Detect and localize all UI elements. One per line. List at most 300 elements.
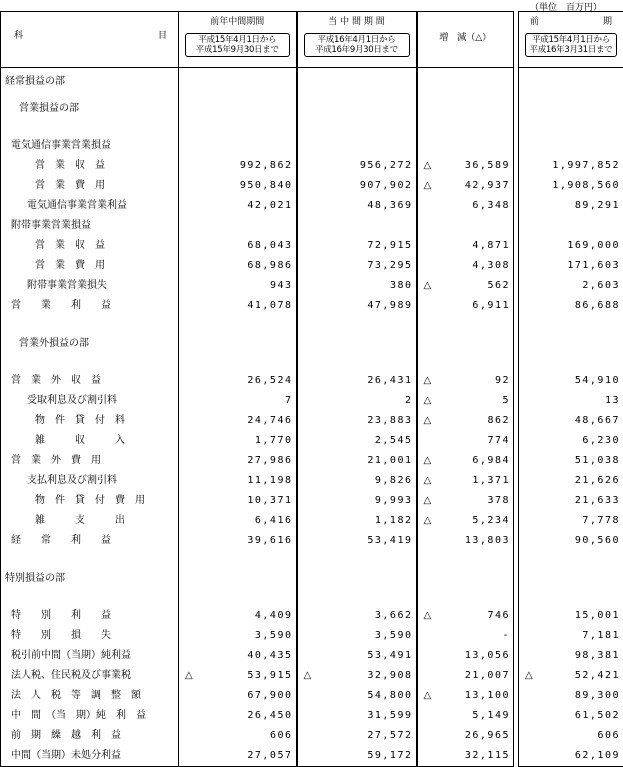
table-row [1,316,623,330]
cell-cur [297,706,417,726]
value-cur: 32,908 [367,670,412,681]
cell-cur [297,686,417,706]
value-cur: 27,572 [367,730,412,741]
negative-triangle-icon: △ [424,686,432,706]
row-label: 特別損益の部 [1,565,179,592]
value-chg: 5,234 [472,515,510,526]
row-label: 電気通信事業営業利益 [1,196,179,216]
negative-triangle-icon: △ [424,606,432,626]
cell-prev [179,276,297,296]
table-row [1,726,623,746]
negative-triangle-icon: △ [424,391,432,411]
value-fy: 1,908,560 [552,180,620,191]
cell-fy [519,136,623,156]
value-cur: 26,431 [367,375,412,386]
cell-fy [519,531,623,551]
header-prev-period [185,33,290,57]
row-label: 附帯事業営業損益 [1,216,179,236]
cell-chg [417,606,514,626]
cell-prev [179,706,297,726]
cell-cur [297,666,417,686]
cell-chg [417,565,514,592]
row-label: 経 常 利 益 [1,531,179,551]
table-row [1,626,623,646]
cell-prev [179,256,297,276]
cell-fy [519,726,623,746]
value-chg: 42,937 [465,180,510,191]
value-prev: 67,900 [247,690,292,701]
header-fy-period [525,33,617,57]
cell-cur [297,592,417,606]
value-prev: 27,986 [247,455,292,466]
table-row [1,330,623,357]
header-cur-period-to: 平成16年9月30日まで [305,45,409,55]
cell-cur [297,216,417,236]
value-cur: 1,182 [375,515,413,526]
cell-chg [417,726,514,746]
value-chg: 562 [487,280,510,291]
cell-cur [297,330,417,357]
cell-chg [417,68,514,96]
cell-chg [417,411,514,431]
table-row [1,236,623,256]
table-row [1,471,623,491]
cell-prev [179,136,297,156]
cell-cur [297,451,417,471]
cell-prev [179,411,297,431]
cell-cur [297,565,417,592]
value-cur: 59,172 [367,750,412,761]
table-row [1,357,623,371]
cell-prev [179,216,297,236]
value-chg: 6,911 [472,300,510,311]
cell-fy [519,371,623,391]
cell-fy [519,592,623,606]
value-fy: 52,421 [575,670,620,681]
value-fy: 61,502 [575,710,620,721]
header-cur-period [304,33,410,57]
table-row [1,371,623,391]
negative-triangle-icon: △ [424,511,432,531]
cell-prev [179,565,297,592]
negative-triangle-icon: △ [424,156,432,176]
table-row [1,511,623,531]
cell-chg [417,296,514,316]
value-chg: 13,056 [465,650,510,661]
value-fy: 1,997,852 [552,160,620,171]
header-cur-period-from: 平成16年4月1日から [305,35,409,45]
cell-chg [417,746,514,767]
value-chg: 6,984 [472,455,510,466]
cell-cur [297,431,417,451]
cell-chg [417,330,514,357]
unit-note: （単位 百万円） [530,0,602,13]
negative-triangle-icon: △ [525,666,533,686]
row-label: 法 人 税 等 調 整 額 [1,686,179,706]
cell-fy [519,451,623,471]
value-chg: 32,115 [465,750,510,761]
negative-triangle-icon: △ [424,411,432,431]
cell-chg [417,95,514,122]
cell-cur [297,136,417,156]
cell-fy [519,686,623,706]
cell-fy [519,706,623,726]
cell-prev [179,666,297,686]
value-chg: 5 [502,395,510,406]
value-chg: 13,803 [465,535,510,546]
cell-prev [179,531,297,551]
value-prev: 26,450 [247,710,292,721]
cell-fy [519,276,623,296]
value-fy: 21,626 [575,475,620,486]
cell-cur [297,606,417,626]
row-label: 前 期 繰 越 利 益 [1,726,179,746]
row-label: 営 業 費 用 [1,176,179,196]
cell-fy [519,606,623,626]
row-label: 雑 支 出 [1,511,179,531]
value-cur: 72,915 [367,240,412,251]
header-change [417,12,514,68]
table-row [1,592,623,606]
value-prev: 41,078 [247,300,292,311]
value-cur: 9,993 [375,495,413,506]
value-prev: 606 [270,730,293,741]
value-fy: 86,688 [575,300,620,311]
cell-chg [417,551,514,565]
cell-chg [417,646,514,666]
value-chg: 26,965 [465,730,510,741]
cell-fy [519,491,623,511]
cell-prev [179,122,297,136]
row-label: 中 間 （当 期）純 利 益 [1,706,179,726]
cell-cur [297,626,417,646]
cell-prev [179,371,297,391]
table-row [1,686,623,706]
header-prev-period-from: 平成15年4月1日から [186,35,289,45]
table-row [1,551,623,565]
cell-cur [297,276,417,296]
value-prev: 943 [270,280,293,291]
cell-cur [297,531,417,551]
row-label: 営 業 利 益 [1,296,179,316]
cell-fy [519,391,623,411]
row-label: 営 業 外 費 用 [1,451,179,471]
table-row [1,176,623,196]
value-fy: 6,230 [582,435,620,446]
cell-prev [179,196,297,216]
value-prev: 27,057 [247,750,292,761]
cell-prev [179,296,297,316]
value-fy: 169,000 [567,240,620,251]
cell-chg [417,592,514,606]
cell-cur [297,746,417,767]
row-label: 営業損益の部 [1,95,179,122]
value-fy: 2,603 [582,280,620,291]
value-chg: 6,348 [472,200,510,211]
negative-triangle-icon: △ [424,471,432,491]
row-label [1,316,179,330]
cell-cur [297,176,417,196]
cell-fy [519,411,623,431]
value-prev: 39,616 [247,535,292,546]
row-label: 営 業 収 益 [1,156,179,176]
cell-chg [417,316,514,330]
value-prev: 1,770 [255,435,293,446]
value-chg: 4,871 [472,240,510,251]
cell-fy [519,626,623,646]
table-row [1,256,623,276]
value-chg: 4,308 [472,260,510,271]
header-fy-title-b: 期 [603,16,612,28]
table-row [1,531,623,551]
row-label [1,551,179,565]
cell-fy [519,357,623,371]
row-label: 物 件 貸 付 料 [1,411,179,431]
value-cur: 21,001 [367,455,412,466]
cell-prev [179,176,297,196]
row-label: 受取利息及び割引料 [1,391,179,411]
row-label: 営 業 収 益 [1,236,179,256]
table-row [1,746,623,767]
value-prev: 11,198 [247,475,292,486]
cell-fy [519,646,623,666]
table-row [1,95,623,122]
value-cur: 907,902 [360,180,413,191]
value-cur: 956,272 [360,160,413,171]
value-fy: 15,001 [575,610,620,621]
header-prev [179,12,297,68]
value-fy: 48,667 [575,415,620,426]
cell-chg [417,686,514,706]
negative-triangle-icon: △ [304,666,312,686]
cell-chg [417,256,514,276]
value-prev: 992,862 [240,160,293,171]
cell-chg [417,451,514,471]
value-prev: 24,746 [247,415,292,426]
value-chg: 92 [495,375,510,386]
value-chg: 1,371 [472,475,510,486]
cell-prev [179,68,297,96]
row-label [1,122,179,136]
value-fy: 7,778 [582,515,620,526]
cell-prev [179,606,297,626]
cell-fy [519,316,623,330]
cell-cur [297,196,417,216]
cell-fy [519,666,623,686]
cell-chg [417,156,514,176]
cell-fy [519,431,623,451]
value-fy: 90,560 [575,535,620,546]
value-fy: 171,603 [567,260,620,271]
row-label: 営 業 費 用 [1,256,179,276]
cell-cur [297,551,417,565]
cell-cur [297,122,417,136]
cell-prev [179,431,297,451]
cell-chg [417,216,514,236]
cell-cur [297,156,417,176]
value-cur: 2,545 [375,435,413,446]
value-prev: 950,840 [240,180,293,191]
cell-fy [519,511,623,531]
cell-prev [179,316,297,330]
cell-chg [417,471,514,491]
cell-chg [417,122,514,136]
table-row [1,296,623,316]
cell-chg [417,276,514,296]
row-label: 物 件 貸 付 費 用 [1,491,179,511]
table-row [1,606,623,626]
row-label [1,357,179,371]
cell-cur [297,357,417,371]
cell-cur [297,296,417,316]
table-row [1,276,623,296]
cell-cur [297,726,417,746]
value-cur: 23,883 [367,415,412,426]
header-change-title: 増 減（△） [421,12,511,44]
cell-fy [519,296,623,316]
cell-cur [297,471,417,491]
value-prev: 6,416 [255,515,293,526]
income-statement-table [0,11,623,767]
cell-cur [297,646,417,666]
cell-cur [297,256,417,276]
value-fy: 54,910 [575,375,620,386]
cell-cur [297,316,417,330]
value-chg: 36,589 [465,160,510,171]
cell-prev [179,592,297,606]
value-chg: 746 [487,610,510,621]
cell-chg [417,706,514,726]
cell-fy [519,68,623,96]
value-prev: 40,435 [247,650,292,661]
cell-chg [417,236,514,256]
value-prev: 26,524 [247,375,292,386]
cell-prev [179,451,297,471]
table-row [1,156,623,176]
value-chg: 378 [487,495,510,506]
header-prev-period-to: 平成15年9月30日まで [186,45,289,55]
value-prev: 68,043 [247,240,292,251]
cell-cur [297,95,417,122]
cell-prev [179,746,297,767]
row-label: 法人税、住民税及び事業税 [1,666,179,686]
cell-cur [297,68,417,96]
cell-fy [519,216,623,236]
cell-chg [417,357,514,371]
cell-fy [519,565,623,592]
table-row [1,491,623,511]
cell-prev [179,236,297,256]
header-cur [297,12,417,68]
cell-prev [179,511,297,531]
row-label: 中間（当期）未処分利益 [1,746,179,767]
header-prev-title: 前年中間期間 [182,12,293,28]
value-prev: 68,986 [247,260,292,271]
negative-triangle-icon: △ [424,276,432,296]
table-row [1,411,623,431]
cell-prev [179,391,297,411]
cell-chg [417,371,514,391]
row-label: 附帯事業営業損失 [1,276,179,296]
row-label [1,592,179,606]
value-fy: 98,381 [575,650,620,661]
header-fy-period-to: 平成16年3月31日まで [526,45,616,55]
row-label: 営業外損益の部 [1,330,179,357]
cell-cur [297,391,417,411]
value-prev: 53,915 [247,670,292,681]
row-label: 支払利息及び割引料 [1,471,179,491]
value-chg: 774 [487,435,510,446]
cell-cur [297,511,417,531]
value-cur: 3,590 [375,630,413,641]
cell-prev [179,95,297,122]
cell-fy [519,236,623,256]
value-fy: 7,181 [582,630,620,641]
negative-triangle-icon: △ [424,371,432,391]
negative-triangle-icon: △ [424,176,432,196]
value-chg: - [502,630,510,641]
value-cur: 48,369 [367,200,412,211]
row-label: 経常損益の部 [1,68,179,96]
cell-fy [519,196,623,216]
cell-cur [297,371,417,391]
header-fy-period-from: 平成15年4月1日から [526,35,616,45]
cell-chg [417,666,514,686]
value-cur: 54,800 [367,690,412,701]
header-cur-title: 当 中 間 期 間 [301,12,413,28]
cell-cur [297,236,417,256]
cell-chg [417,176,514,196]
table-row [1,565,623,592]
value-cur: 9,826 [375,475,413,486]
row-label: 雑 収 入 [1,431,179,451]
value-chg: 5,149 [472,710,510,721]
negative-triangle-icon: △ [185,666,193,686]
cell-prev [179,156,297,176]
cell-prev [179,726,297,746]
cell-fy [519,95,623,122]
table-row [1,451,623,471]
cell-prev [179,686,297,706]
table-row [1,666,623,686]
value-prev: 7 [285,395,293,406]
value-cur: 31,599 [367,710,412,721]
cell-chg [417,431,514,451]
table-row [1,216,623,236]
value-cur: 47,989 [367,300,412,311]
value-cur: 53,419 [367,535,412,546]
table-row [1,391,623,411]
value-chg: 21,007 [465,670,510,681]
value-cur: 53,491 [367,650,412,661]
row-label: 税引前中間（当期）純利益 [1,646,179,666]
cell-chg [417,626,514,646]
value-fy: 13 [605,395,620,406]
cell-prev [179,551,297,565]
negative-triangle-icon: △ [424,491,432,511]
value-chg: 13,100 [465,690,510,701]
table-row [1,431,623,451]
value-fy: 89,291 [575,200,620,211]
table-row [1,196,623,216]
table-row [1,122,623,136]
cell-prev [179,491,297,511]
cell-fy [519,122,623,136]
cell-prev [179,330,297,357]
cell-chg [417,511,514,531]
cell-chg [417,136,514,156]
cell-fy [519,551,623,565]
